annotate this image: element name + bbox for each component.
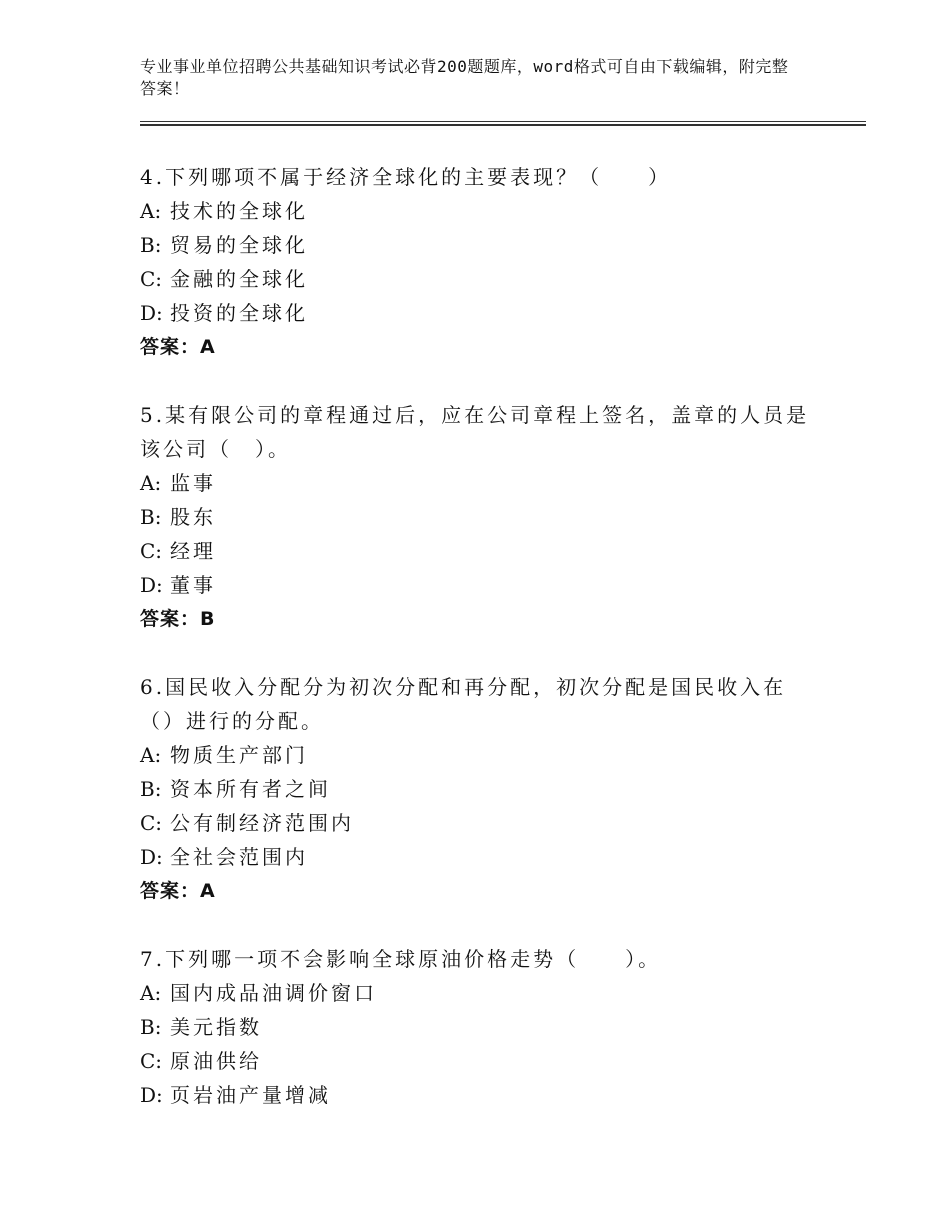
option-text: 股东 [170,505,216,529]
option-key: A: [140,743,162,767]
option-key: C: [140,811,163,835]
option-key: A: [140,199,162,223]
option-b [140,772,820,806]
option-text: 金融的全球化 [170,267,308,291]
option-text: 全社会范围内 [170,845,308,869]
option-text: 贸易的全球化 [170,233,308,257]
question-item [140,160,820,364]
option-text: 投资的全球化 [170,301,308,325]
option-text: 经理 [170,539,216,563]
option-key: D: [140,1083,163,1107]
question-stem: 4.下列哪项不属于经济全球化的主要表现？（ ） [140,165,672,189]
option-key: A: [140,981,162,1005]
answer-line: 答案：B [140,608,216,630]
option-text: 资本所有者之间 [170,777,331,801]
question-item [140,398,820,636]
option-text: 原油供给 [170,1049,262,1073]
option-key: C: [140,539,163,563]
option-key: B: [140,1015,162,1039]
question-item [140,670,820,908]
option-key: B: [140,777,162,801]
question-item [140,942,820,1112]
option-key: D: [140,845,163,869]
answer-line: 答案：A [140,336,216,358]
option-text: 国内成品油调价窗口 [170,981,377,1005]
header-divider-bottom [140,124,866,126]
option-key: B: [140,505,162,529]
option-a [140,738,820,772]
option-b [140,228,820,262]
option-key: D: [140,573,163,597]
option-c [140,262,820,296]
option-d [140,568,820,602]
option-b [140,1010,820,1044]
option-a [140,976,820,1010]
option-key: B: [140,233,162,257]
option-text: 美元指数 [170,1015,262,1039]
document-header: 专业事业单位招聘公共基础知识考试必背200题题库，word格式可自由下载编辑，附完整答案！ [140,57,789,98]
option-text: 页岩油产量增减 [170,1083,331,1107]
option-text: 公有制经济范围内 [170,811,354,835]
option-key: A: [140,471,162,495]
option-text: 技术的全球化 [170,199,308,223]
header-divider-top [140,121,866,122]
option-d [140,840,820,874]
question-list [140,160,820,1112]
option-a [140,466,820,500]
option-d [140,1078,820,1112]
option-b [140,500,820,534]
option-c [140,1044,820,1078]
question-stem: 6.国民收入分配分为初次分配和再分配，初次分配是国民收入在（）进行的分配。 [140,675,787,733]
option-text: 监事 [170,471,216,495]
question-stem: 7.下列哪一项不会影响全球原油价格走势（ ）。 [140,947,662,971]
option-c [140,534,820,568]
option-key: C: [140,1049,163,1073]
option-a [140,194,820,228]
option-c [140,806,820,840]
answer-line: 答案：A [140,880,216,902]
option-d [140,296,820,330]
question-stem: 5.某有限公司的章程通过后，应在公司章程上签名，盖章的人员是该公司（ ）。 [140,403,810,461]
option-key: D: [140,301,163,325]
option-text: 物质生产部门 [170,743,308,767]
option-key: C: [140,267,163,291]
option-text: 董事 [170,573,216,597]
